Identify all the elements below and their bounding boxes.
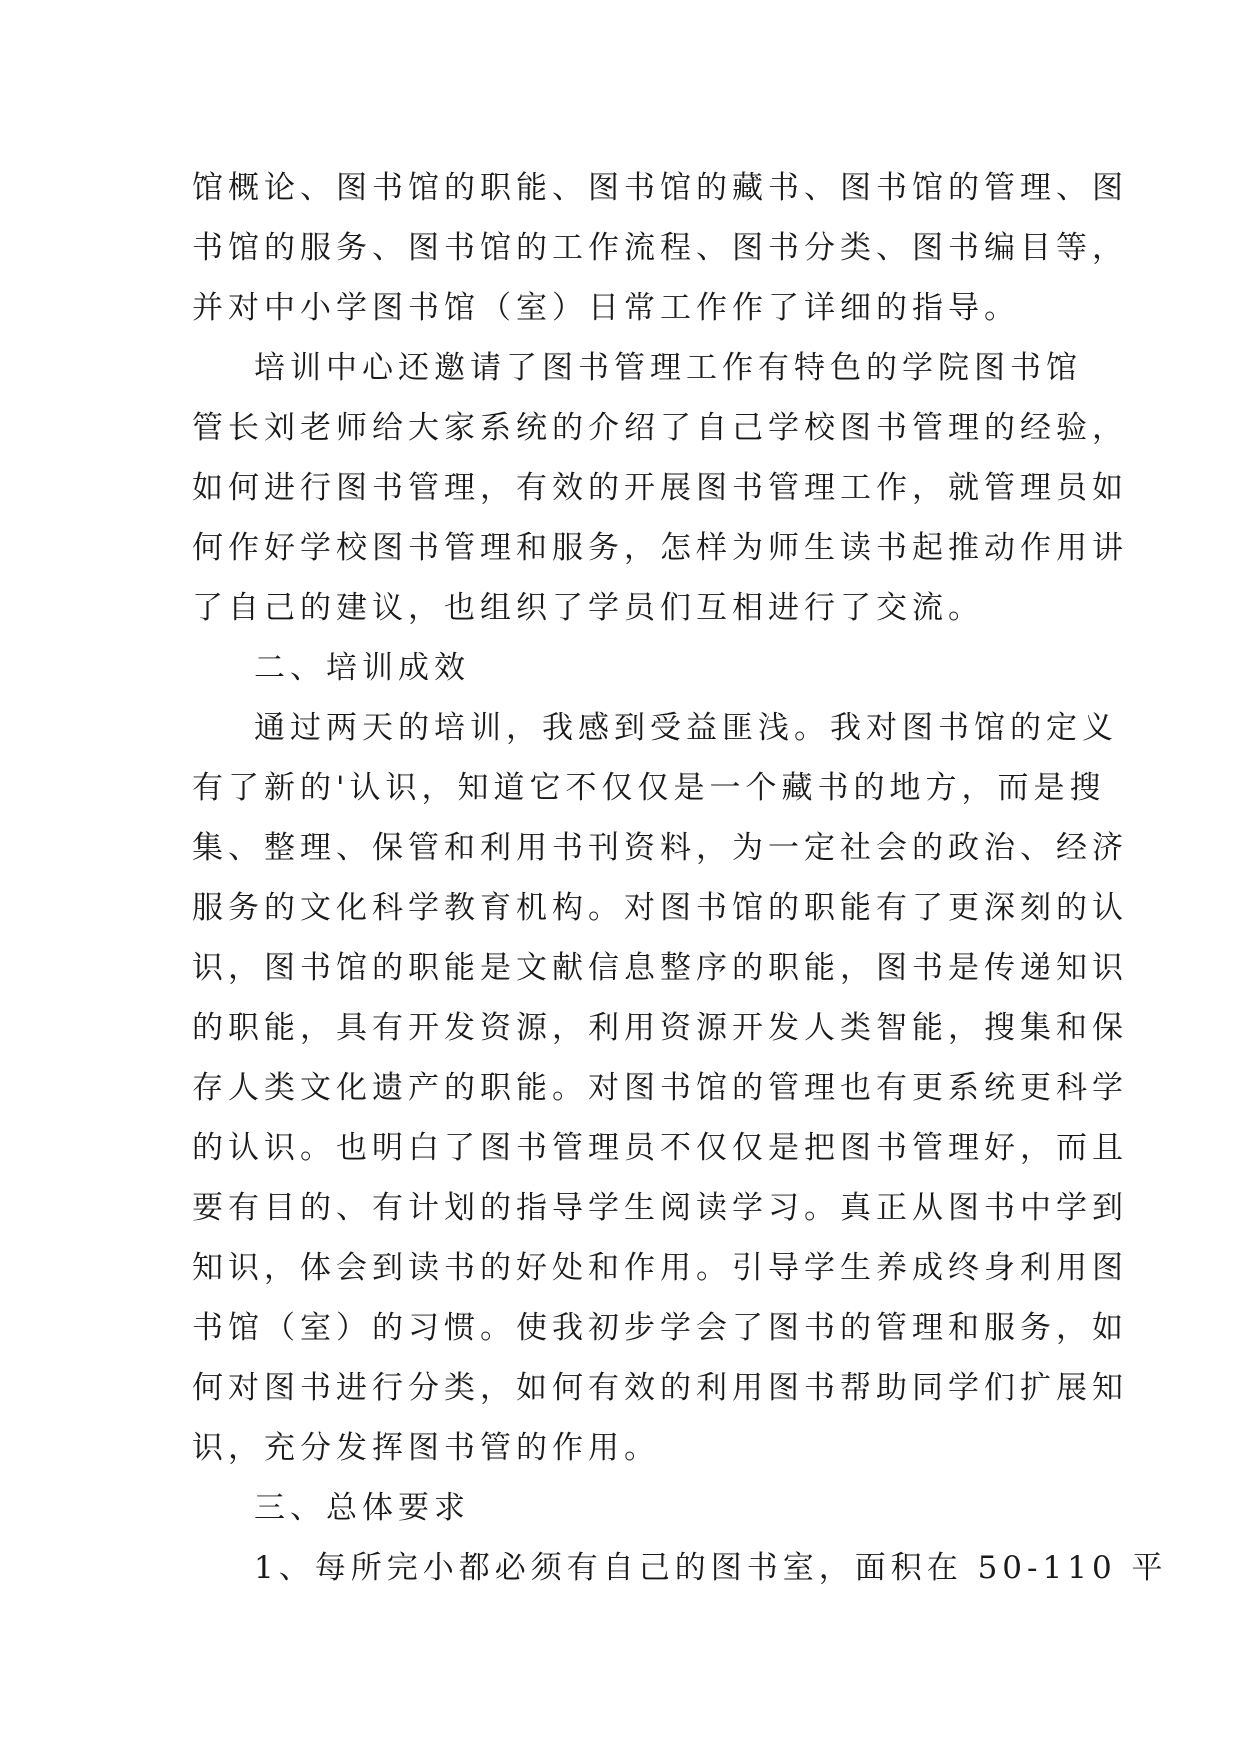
text-line: 识，充分发挥图书管的作用。	[192, 1430, 660, 1466]
text-line: 服务的文化科学教育机构。对图书馆的职能有了更深刻的认	[192, 890, 1128, 926]
text-line: 管长刘老师给大家系统的介绍了自己学校图书管理的经验，	[192, 410, 1128, 446]
text-line: 集、整理、保管和利用书刊资料，为一定社会的政治、经济	[192, 830, 1128, 866]
section-heading: 二、培训成效	[254, 650, 470, 686]
text-line: 的职能，具有开发资源，利用资源开发人类智能，搜集和保	[192, 1010, 1128, 1046]
text-line: 如何进行图书管理，有效的开展图书管理工作，就管理员如	[192, 470, 1128, 506]
text-line: 馆概论、图书馆的职能、图书馆的藏书、图书馆的管理、图	[192, 170, 1128, 206]
paragraph-first-line: 通过两天的培训，我感到受益匪浅。我对图书馆的定义	[254, 710, 1118, 746]
paragraph-first-line: 1、每所完小都必须有自己的图书室，面积在 50-110 平	[254, 1550, 1168, 1586]
text-line: 有了新的'认识，知道它不仅仅是一个藏书的地方，而是搜	[192, 770, 1106, 806]
text-line: 何对图书进行分类，如何有效的利用图书帮助同学们扩展知	[192, 1370, 1128, 1406]
text-line: 识，图书馆的职能是文献信息整序的职能，图书是传递知识	[192, 950, 1128, 986]
text-line: 存人类文化遗产的职能。对图书馆的管理也有更系统更科学	[192, 1070, 1128, 1106]
text-line: 要有目的、有计划的指导学生阅读学习。真正从图书中学到	[192, 1190, 1128, 1226]
text-line: 何作好学校图书管理和服务，怎样为师生读书起推动作用讲	[192, 530, 1128, 566]
text-line: 并对中小学图书馆（室）日常工作作了详细的指导。	[192, 290, 1020, 326]
text-line: 知识，体会到读书的好处和作用。引导学生养成终身利用图	[192, 1250, 1128, 1286]
text-line: 的认识。也明白了图书管理员不仅仅是把图书管理好，而且	[192, 1130, 1128, 1166]
text-line: 书馆（室）的习惯。使我初步学会了图书的管理和服务，如	[192, 1310, 1128, 1346]
paragraph-first-line: 培训中心还邀请了图书管理工作有特色的学院图书馆	[254, 350, 1082, 386]
document-body	[192, 158, 1168, 1598]
text-line: 了自己的建议，也组织了学员们互相进行了交流。	[192, 590, 984, 626]
text-line: 书馆的服务、图书馆的工作流程、图书分类、图书编目等，	[192, 230, 1128, 266]
section-heading: 三、总体要求	[254, 1490, 470, 1526]
